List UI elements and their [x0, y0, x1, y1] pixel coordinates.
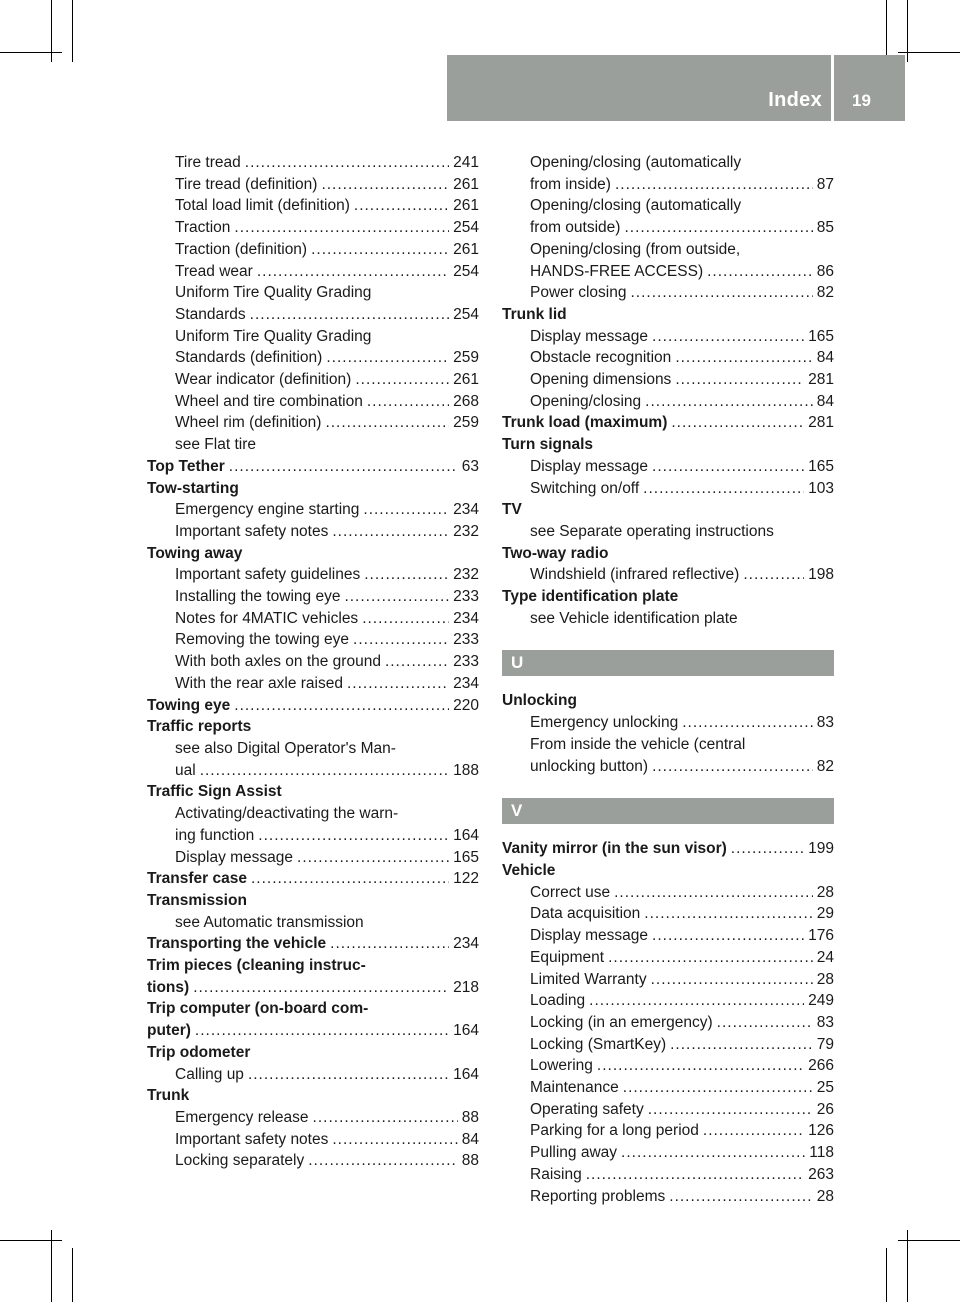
index-heading: Transmission — [147, 891, 247, 909]
header-separator — [831, 55, 834, 121]
dot-leader — [326, 347, 449, 369]
index-subentry[interactable] — [502, 990, 834, 1012]
dot-leader — [332, 521, 449, 543]
index-subentry[interactable] — [502, 1164, 834, 1186]
index-subentry-text: see also Digital Operator's Man- — [175, 739, 396, 757]
index-subentry[interactable] — [147, 261, 479, 283]
crop-mark — [886, 0, 887, 62]
dot-leader — [621, 1142, 805, 1164]
index-subentry-text: Uniform Tire Quality Grading — [175, 327, 372, 345]
entry-label: from inside) — [530, 175, 611, 193]
page-reference[interactable]: 86 — [816, 262, 834, 280]
dot-leader — [321, 174, 449, 196]
page-reference[interactable]: 259 — [453, 349, 479, 367]
page-reference[interactable]: 232 — [453, 566, 479, 584]
index-subentry-text: Uniform Tire Quality Grading — [175, 284, 372, 302]
crop-mark — [907, 0, 908, 62]
page-reference[interactable]: 198 — [808, 566, 834, 584]
dot-leader — [363, 499, 449, 521]
dot-leader — [330, 933, 449, 955]
dot-leader — [385, 651, 449, 673]
index-subentry-text: see Automatic transmission — [175, 913, 364, 931]
entry-label: Operating safety — [530, 1100, 644, 1118]
page-reference[interactable]: 26 — [816, 1100, 834, 1118]
page-reference[interactable]: 82 — [816, 284, 834, 302]
index-heading: Trip computer (on-board com- — [147, 1000, 369, 1018]
page-reference[interactable]: 261 — [453, 197, 479, 215]
entry-label: Transporting the vehicle — [147, 935, 327, 953]
page-reference[interactable]: 261 — [453, 240, 479, 258]
entry-label: unlocking button) — [530, 757, 649, 775]
index-subentry-text: From inside the vehicle (central — [530, 735, 746, 753]
index-heading: Trim pieces (cleaning instruc- — [147, 957, 366, 975]
entry-label: Important safety notes — [175, 1130, 329, 1148]
entry-label: With the rear axle raised — [175, 674, 343, 692]
index-subentry[interactable] — [502, 882, 834, 904]
index-subentry-text: Activating/deactivating the warn- — [175, 805, 399, 823]
dot-leader — [624, 217, 812, 239]
index-subentry[interactable] — [502, 326, 834, 348]
entry-label: Important safety notes — [175, 522, 329, 540]
entry-label: Pulling away — [530, 1144, 618, 1162]
page-reference[interactable]: 24 — [816, 948, 834, 966]
index-subentry[interactable] — [147, 217, 479, 239]
entry-label: Display message — [530, 327, 649, 345]
index-subentry[interactable] — [147, 195, 479, 217]
dot-leader — [731, 838, 804, 860]
page-reference[interactable]: 263 — [808, 1165, 834, 1183]
entry-label: puter) — [147, 1022, 191, 1040]
index-subentry[interactable] — [502, 391, 834, 413]
entry-label: Equipment — [530, 948, 605, 966]
dot-leader — [614, 882, 813, 904]
index-letter-heading: U — [502, 650, 834, 676]
dot-leader — [362, 608, 449, 630]
entry-label: Tire tread — [175, 154, 241, 171]
entry-label: Vanity mirror (in the sun visor) — [502, 840, 727, 858]
index-subentry[interactable] — [147, 499, 479, 521]
entry-label: Switching on/off — [530, 479, 640, 497]
index-subentry[interactable] — [147, 347, 479, 369]
page-reference[interactable]: 234 — [453, 674, 479, 692]
page-reference[interactable]: 164 — [453, 1065, 479, 1083]
index-subentry-text: Opening/closing (from outside, — [530, 240, 741, 258]
index-subentry[interactable] — [502, 478, 834, 500]
index-subentry[interactable] — [147, 847, 479, 869]
page-reference[interactable]: 164 — [453, 826, 479, 844]
page-reference[interactable]: 268 — [453, 392, 479, 410]
entry-label: Installing the towing eye — [175, 588, 341, 606]
entry-label: Important safety guidelines — [175, 566, 361, 584]
dot-leader — [332, 1129, 457, 1151]
index-subentry[interactable] — [502, 1142, 834, 1164]
index-heading: Tow-starting — [147, 479, 239, 497]
index-heading: Traffic reports — [147, 718, 252, 736]
index-subentry[interactable] — [147, 369, 479, 391]
dot-leader — [669, 1186, 812, 1208]
dot-leader — [682, 712, 813, 734]
entry-label: Top Tether — [147, 457, 225, 475]
index-subentry[interactable] — [502, 369, 834, 391]
entry-label: Traction (definition) — [175, 240, 308, 258]
index-entry[interactable] — [147, 977, 479, 999]
page-reference[interactable]: 188 — [453, 761, 479, 779]
page-reference[interactable]: 261 — [453, 175, 479, 193]
entry-label: Display message — [530, 927, 649, 945]
index-subentry-text: see Flat tire — [175, 436, 256, 454]
crop-mark — [907, 1230, 908, 1302]
index-subentry[interactable] — [147, 1150, 479, 1172]
entry-label: Parking for a long period — [530, 1122, 699, 1140]
page-reference[interactable]: 118 — [809, 1144, 834, 1162]
index-subentry[interactable] — [147, 174, 479, 196]
entry-label: Power closing — [530, 284, 627, 302]
entry-label: Opening dimensions — [530, 371, 672, 389]
entry-label: Emergency engine starting — [175, 501, 360, 519]
dot-leader — [717, 1012, 813, 1034]
page-reference[interactable]: 165 — [808, 457, 834, 475]
page-reference[interactable]: 281 — [808, 371, 834, 389]
index-subentry[interactable] — [502, 1012, 834, 1034]
dot-leader — [671, 412, 804, 434]
dot-leader — [670, 1034, 813, 1056]
dot-leader — [589, 990, 804, 1012]
index-heading: TV — [502, 501, 522, 519]
index-column-left — [147, 152, 479, 1172]
index-subentry[interactable] — [147, 1064, 479, 1086]
entry-label: Trunk load (maximum) — [502, 414, 668, 432]
index-subentry[interactable] — [147, 239, 479, 261]
index-subentry[interactable] — [502, 756, 834, 778]
entry-label: Locking separately — [175, 1152, 305, 1170]
index-entry[interactable] — [147, 1020, 479, 1042]
page-title: Index — [768, 89, 822, 111]
dot-leader — [344, 586, 449, 608]
entry-label: Opening/closing — [530, 392, 642, 410]
page-reference[interactable]: 63 — [461, 457, 479, 475]
index-subentry-text: Opening/closing (automatically — [530, 154, 742, 171]
entry-label: Reporting problems — [530, 1187, 666, 1205]
page-reference[interactable]: 82 — [816, 757, 834, 775]
dot-leader — [608, 947, 813, 969]
index-subentry-text: see Vehicle identification plate — [530, 609, 738, 627]
page-reference[interactable]: 233 — [453, 588, 479, 606]
page-reference[interactable]: 28 — [816, 1187, 834, 1205]
dot-leader — [347, 673, 449, 695]
page-reference[interactable]: 254 — [453, 305, 479, 323]
dot-leader — [234, 217, 449, 239]
dot-leader — [245, 152, 449, 174]
page-reference[interactable]: 83 — [816, 714, 834, 732]
index-heading: Vehicle — [502, 861, 556, 879]
page-reference[interactable]: 79 — [816, 1035, 834, 1053]
page-reference[interactable]: 25 — [816, 1079, 834, 1097]
index-subentry[interactable] — [147, 586, 479, 608]
entry-label: Display message — [175, 848, 294, 866]
page-reference[interactable]: 199 — [808, 840, 834, 858]
index-heading: Traffic Sign Assist — [147, 783, 282, 801]
entry-label: Tread wear — [175, 262, 253, 280]
page-reference[interactable]: 126 — [808, 1122, 834, 1140]
index-subentry[interactable] — [147, 304, 479, 326]
dot-leader — [364, 564, 449, 586]
entry-label: Tire tread (definition) — [175, 175, 318, 193]
index-heading: Towing away — [147, 544, 243, 562]
dot-leader — [355, 369, 449, 391]
page-reference[interactable]: 87 — [816, 175, 834, 193]
index-subentry[interactable] — [502, 947, 834, 969]
page-reference[interactable]: 103 — [808, 479, 834, 497]
page-reference[interactable]: 254 — [453, 262, 479, 280]
index-subentry[interactable] — [147, 521, 479, 543]
entry-label: Correct use — [530, 883, 611, 901]
page-reference[interactable]: 164 — [453, 1022, 479, 1040]
index-entry[interactable] — [502, 412, 834, 434]
dot-leader — [652, 326, 804, 348]
entry-label: Standards (definition) — [175, 349, 323, 367]
dot-leader — [313, 1107, 458, 1129]
entry-label: With both axles on the ground — [175, 653, 381, 671]
index-subentry[interactable] — [502, 564, 834, 586]
page-reference[interactable]: 234 — [453, 609, 479, 627]
index-subentry[interactable] — [147, 651, 479, 673]
crop-mark — [886, 1248, 887, 1302]
entry-label: Transfer case — [147, 870, 247, 888]
entry-label: Limited Warranty — [530, 970, 647, 988]
index-entry[interactable] — [147, 695, 479, 717]
entry-label: Locking (SmartKey) — [530, 1035, 667, 1053]
index-entry[interactable] — [147, 933, 479, 955]
entry-label: Emergency unlocking — [530, 714, 679, 732]
entry-label: Calling up — [175, 1065, 244, 1083]
page-reference[interactable]: 241 — [453, 154, 479, 171]
entry-label: Display message — [530, 457, 649, 475]
page-reference[interactable]: 259 — [453, 414, 479, 432]
page-reference[interactable]: 165 — [453, 848, 479, 866]
index-heading: Unlocking — [502, 692, 577, 710]
dot-leader — [367, 391, 449, 413]
page-reference[interactable]: 88 — [461, 1108, 479, 1126]
index-subentry-text: see Separate operating instructions — [530, 522, 774, 540]
index-subentry[interactable] — [502, 712, 834, 734]
entry-label: Obstacle recognition — [530, 349, 672, 367]
index-subentry[interactable] — [502, 1186, 834, 1208]
entry-label: Lowering — [530, 1057, 593, 1075]
page-reference[interactable]: 84 — [816, 349, 834, 367]
index-subentry[interactable] — [147, 391, 479, 413]
index-subentry-text: Opening/closing (automatically — [530, 197, 742, 215]
page-reference[interactable]: 234 — [453, 935, 479, 953]
index-subentry[interactable] — [502, 903, 834, 925]
page-reference[interactable]: 233 — [453, 653, 479, 671]
dot-leader — [652, 456, 804, 478]
index-subentry[interactable] — [147, 1107, 479, 1129]
dot-leader — [193, 977, 449, 999]
page-reference[interactable]: 234 — [453, 501, 479, 519]
page-reference[interactable]: 28 — [816, 883, 834, 901]
dot-leader — [648, 1099, 813, 1121]
entry-label: Maintenance — [530, 1079, 619, 1097]
page-header-bar — [447, 55, 905, 121]
index-heading: Two-way radio — [502, 544, 609, 562]
index-heading: Type identification plate — [502, 588, 679, 606]
dot-leader — [652, 925, 804, 947]
crop-mark — [0, 1240, 62, 1241]
page-reference[interactable]: 232 — [453, 522, 479, 540]
crop-mark — [0, 52, 62, 53]
entry-label: ual — [175, 761, 196, 779]
page-reference[interactable]: 266 — [808, 1057, 834, 1075]
index-entry[interactable] — [147, 456, 479, 478]
page-reference[interactable]: 83 — [816, 1013, 834, 1031]
index-subentry[interactable] — [502, 1077, 834, 1099]
index-subentry[interactable] — [502, 1099, 834, 1121]
page-reference[interactable]: 233 — [453, 631, 479, 649]
dot-leader — [675, 369, 804, 391]
dot-leader — [703, 1120, 804, 1142]
entry-label: Loading — [530, 992, 586, 1010]
dot-leader — [675, 347, 812, 369]
index-subentry[interactable] — [502, 282, 834, 304]
index-heading: Trunk — [147, 1087, 190, 1105]
dot-leader — [631, 282, 813, 304]
entry-label: Wear indicator (definition) — [175, 371, 352, 389]
index-heading: Trip odometer — [147, 1043, 251, 1061]
crop-mark — [72, 1248, 73, 1302]
dot-leader — [354, 195, 449, 217]
dot-leader — [257, 261, 449, 283]
page-reference[interactable]: 88 — [461, 1152, 479, 1170]
index-entry[interactable] — [502, 838, 834, 860]
dot-leader — [229, 456, 458, 478]
dot-leader — [200, 760, 449, 782]
dot-leader — [643, 478, 804, 500]
index-subentry[interactable] — [502, 347, 834, 369]
entry-label: Raising — [530, 1165, 582, 1183]
dot-leader — [325, 412, 449, 434]
page-reference[interactable]: 84 — [461, 1130, 479, 1148]
index-subentry[interactable] — [502, 217, 834, 239]
index-heading: Turn signals — [502, 436, 594, 454]
dot-leader — [644, 903, 812, 925]
index-subentry[interactable] — [147, 564, 479, 586]
dot-leader — [707, 261, 813, 283]
index-subentry[interactable] — [147, 412, 479, 434]
dot-leader — [651, 969, 813, 991]
entry-label: HANDS-FREE ACCESS) — [530, 262, 704, 280]
page-reference[interactable]: 85 — [816, 219, 834, 237]
entry-label: Traction — [175, 219, 231, 237]
page-reference[interactable]: 218 — [453, 978, 479, 996]
page-reference[interactable]: 122 — [453, 870, 479, 888]
entry-label: Total load limit (definition) — [175, 197, 350, 215]
dot-leader — [250, 304, 449, 326]
page-reference[interactable]: 165 — [808, 327, 834, 345]
page-number: 19 — [852, 91, 871, 110]
entry-label: Wheel rim (definition) — [175, 414, 322, 432]
page-reference[interactable]: 220 — [453, 696, 479, 714]
dot-leader — [195, 1020, 449, 1042]
entry-label: from outside) — [530, 219, 621, 237]
dot-leader — [251, 868, 449, 890]
dot-leader — [297, 847, 449, 869]
index-subentry[interactable] — [502, 174, 834, 196]
page-reference[interactable]: 254 — [453, 219, 479, 237]
dot-leader — [258, 825, 449, 847]
dot-leader — [353, 629, 449, 651]
index-entry[interactable] — [147, 868, 479, 890]
entry-label: Towing eye — [147, 696, 231, 714]
index-subentry[interactable] — [147, 629, 479, 651]
dot-leader — [597, 1055, 804, 1077]
index-letter-heading: V — [502, 798, 834, 824]
crop-mark — [72, 0, 73, 62]
crop-mark — [51, 0, 52, 62]
index-subentry[interactable] — [147, 152, 479, 174]
entry-label: Removing the towing eye — [175, 631, 350, 649]
index-subentry[interactable] — [502, 1034, 834, 1056]
crop-mark — [51, 1230, 52, 1302]
page-reference[interactable]: 176 — [808, 927, 834, 945]
dot-leader — [234, 695, 449, 717]
page-reference[interactable]: 261 — [453, 371, 479, 389]
dot-leader — [615, 174, 813, 196]
index-heading: Trunk lid — [502, 305, 567, 323]
index-column-right — [502, 152, 834, 1207]
index-subentry[interactable] — [502, 925, 834, 947]
index-subentry[interactable] — [502, 969, 834, 991]
dot-leader — [645, 391, 813, 413]
page-reference[interactable]: 28 — [816, 970, 834, 988]
index-subentry[interactable] — [147, 673, 479, 695]
entry-label: Windshield (infrared reflective) — [530, 566, 740, 584]
index-subentry[interactable] — [502, 1120, 834, 1142]
dot-leader — [308, 1150, 458, 1172]
dot-leader — [311, 239, 449, 261]
index-subentry[interactable] — [147, 760, 479, 782]
page-reference[interactable]: 249 — [808, 992, 834, 1010]
page-reference[interactable]: 84 — [816, 392, 834, 410]
entry-label: ing function — [175, 826, 255, 844]
index-subentry[interactable] — [502, 1055, 834, 1077]
index-subentry[interactable] — [147, 608, 479, 630]
dot-leader — [248, 1064, 449, 1086]
page-reference[interactable]: 281 — [808, 414, 834, 432]
dot-leader — [652, 756, 813, 778]
entry-label: Wheel and tire combination — [175, 392, 363, 410]
index-subentry[interactable] — [147, 825, 479, 847]
entry-label: Standards — [175, 305, 246, 323]
entry-label: Locking (in an emergency) — [530, 1013, 713, 1031]
index-subentry[interactable] — [502, 456, 834, 478]
index-subentry[interactable] — [502, 261, 834, 283]
dot-leader — [586, 1164, 804, 1186]
entry-label: Emergency release — [175, 1108, 309, 1126]
entry-label: Notes for 4MATIC vehicles — [175, 609, 359, 627]
page-reference[interactable]: 29 — [816, 905, 834, 923]
entry-label: tions) — [147, 978, 190, 996]
dot-leader — [743, 564, 804, 586]
entry-label: Data acquisition — [530, 905, 641, 923]
dot-leader — [623, 1077, 813, 1099]
index-subentry[interactable] — [147, 1129, 479, 1151]
